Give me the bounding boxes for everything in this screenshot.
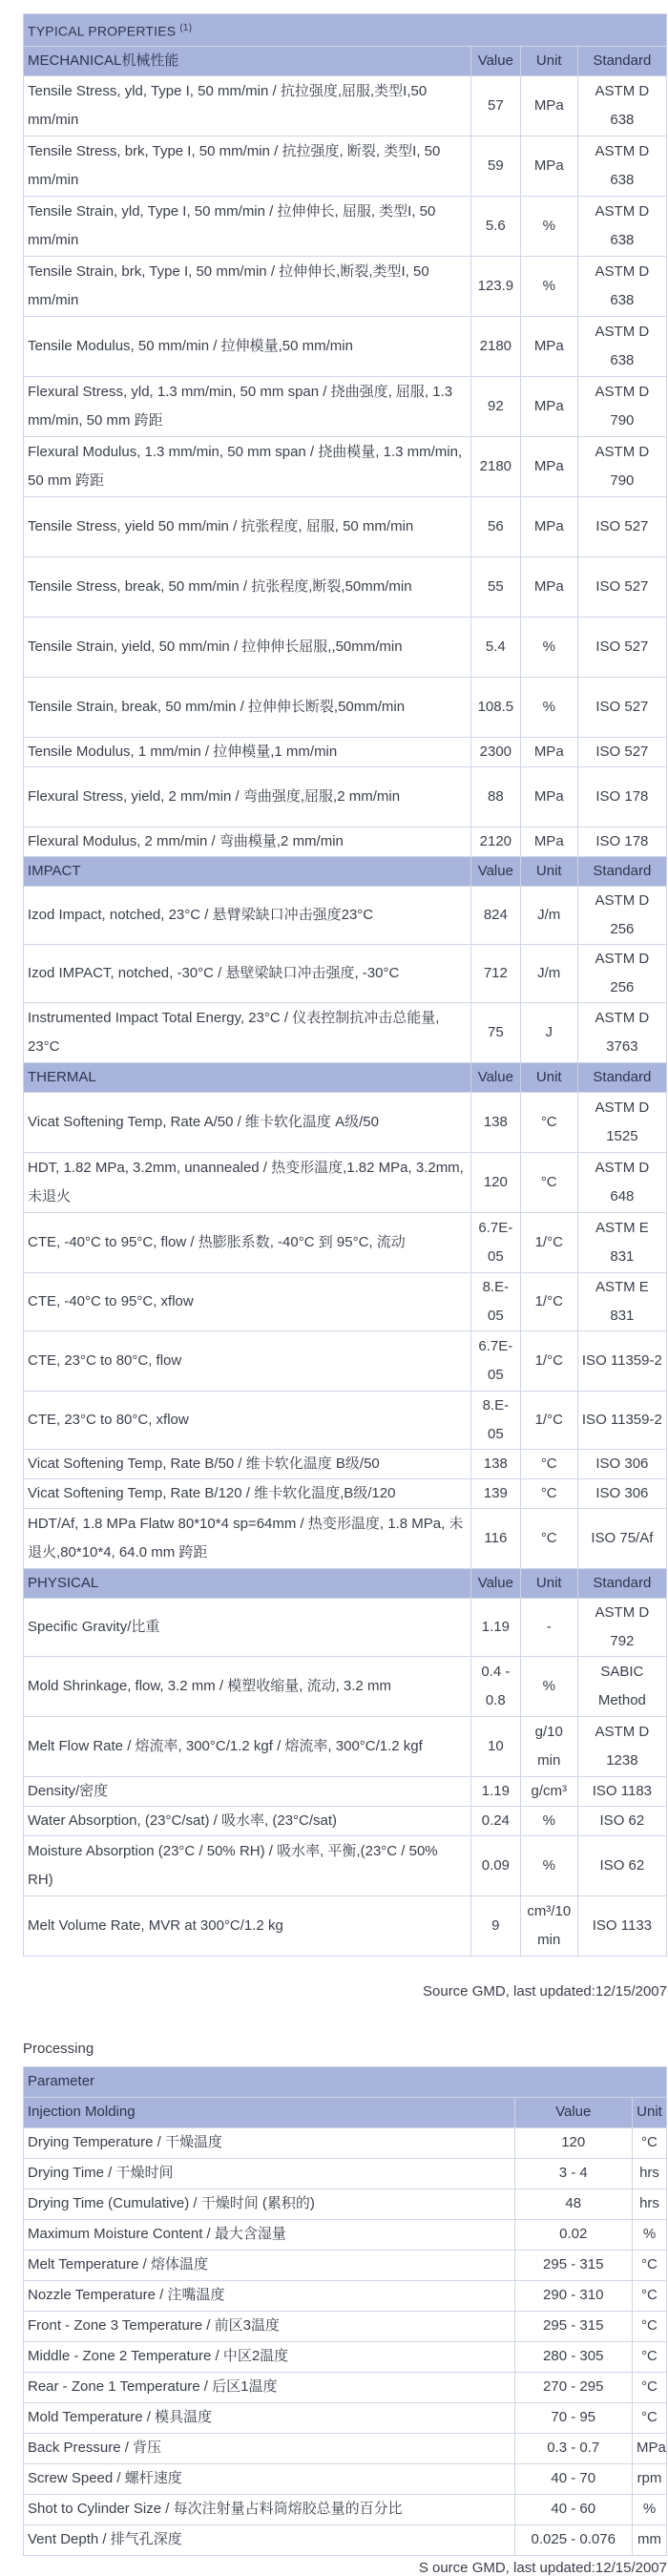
property-standard: ISO 527	[577, 737, 666, 766]
table-row	[24, 1330, 667, 1391]
table-row	[24, 2372, 667, 2402]
property-name: Melt Flow Rate / 熔流率, 300°C/1.2 kgf / 熔流率, 300°C/1.2 kgf	[24, 1716, 471, 1776]
property-unit: °C	[520, 1508, 577, 1568]
standard-header: Standard	[577, 1568, 666, 1598]
property-standard: ISO 1133	[577, 1895, 666, 1956]
property-value: 2300	[470, 737, 520, 766]
parameter-unit: MPa	[632, 2433, 666, 2463]
table-row	[24, 2189, 667, 2219]
table-row	[24, 766, 667, 827]
parameter-name: Screw Speed / 螺杆速度	[24, 2463, 515, 2494]
standard-header: Standard	[577, 1062, 666, 1092]
unit-header: Unit	[520, 46, 577, 75]
table-row	[24, 2127, 667, 2158]
property-value: 8.E-05	[470, 1272, 520, 1330]
property-unit: cm³/10 min	[520, 1895, 577, 1956]
table-row	[24, 136, 667, 196]
unit-header: Unit	[520, 856, 577, 886]
property-standard: ISO 62	[577, 1835, 666, 1895]
property-standard: ASTM E 831	[577, 1212, 666, 1272]
property-name: Vicat Softening Temp, Rate B/120 / 维卡软化温度,B级/120	[24, 1478, 471, 1508]
property-unit: MPa	[520, 75, 577, 136]
parameter-unit: °C	[632, 2372, 666, 2402]
section-header-row	[24, 46, 667, 75]
property-name: Tensile Stress, brk, Type I, 50 mm/min / 抗拉强度, 断裂, 类型I, 50 mm/min	[24, 136, 471, 196]
section-name: THERMAL	[24, 1062, 471, 1092]
table-row	[24, 556, 667, 617]
parameter-name: Rear - Zone 1 Temperature / 后区1温度	[24, 2372, 515, 2402]
parameter-unit: hrs	[632, 2158, 666, 2189]
property-unit: MPa	[520, 436, 577, 496]
parameter-header: Parameter	[24, 2066, 667, 2097]
table-row	[24, 1092, 667, 1152]
property-unit: 1/°C	[520, 1272, 577, 1330]
parameter-unit: °C	[632, 2127, 666, 2158]
property-standard: ISO 11359-2	[577, 1330, 666, 1391]
property-value: 57	[470, 75, 520, 136]
property-name: Instrumented Impact Total Energy, 23°C / 仪表控制抗冲击总能量, 23°C	[24, 1002, 471, 1062]
property-value: 0.09	[470, 1835, 520, 1895]
parameter-value: 3 - 4	[514, 2158, 632, 2189]
property-standard: ISO 306	[577, 1478, 666, 1508]
table-row	[24, 2311, 667, 2341]
property-name: Flexural Modulus, 1.3 mm/min, 50 mm span / 挠曲模量, 1.3 mm/min, 50 mm 跨距	[24, 436, 471, 496]
property-standard: ASTM D 3763	[577, 1002, 666, 1062]
property-unit: g/10 min	[520, 1716, 577, 1776]
value-header: Value	[470, 856, 520, 886]
parameter-value: 295 - 315	[514, 2311, 632, 2341]
table-row	[24, 1776, 667, 1806]
property-value: 6.7E-05	[470, 1212, 520, 1272]
table-row	[24, 944, 667, 1002]
property-standard: ASTM D 638	[577, 136, 666, 196]
property-standard: ASTM D 790	[577, 376, 666, 436]
datasheet	[23, 0, 667, 2576]
table-row	[24, 2158, 667, 2189]
parameter-name: Drying Time / 干燥时间	[24, 2158, 515, 2189]
parameter-value: 0.025 - 0.076	[514, 2524, 632, 2555]
property-value: 9	[470, 1895, 520, 1956]
table-row	[24, 1002, 667, 1062]
parameter-value: 295 - 315	[514, 2250, 632, 2280]
property-unit: %	[520, 1835, 577, 1895]
parameter-unit: %	[632, 2494, 666, 2524]
parameter-unit: %	[632, 2219, 666, 2250]
property-name: Density/密度	[24, 1776, 471, 1806]
property-standard: ISO 306	[577, 1449, 666, 1478]
table-row	[24, 617, 667, 677]
property-standard: SABIC Method	[577, 1656, 666, 1716]
processing-source-note: S ource GMD, last updated:12/15/2007	[418, 2559, 667, 2576]
processing-parameter-row	[24, 2066, 667, 2097]
parameter-unit: hrs	[632, 2189, 666, 2219]
property-value: 10	[470, 1716, 520, 1776]
table-row	[24, 2219, 667, 2250]
parameter-value: 290 - 310	[514, 2280, 632, 2311]
property-unit: %	[520, 617, 577, 677]
property-unit: %	[520, 677, 577, 737]
standard-header: Standard	[577, 856, 666, 886]
property-name: Tensile Strain, yld, Type I, 50 mm/min / 拉伸伸长, 屈服, 类型I, 50 mm/min	[24, 196, 471, 256]
property-name: Tensile Strain, brk, Type I, 50 mm/min / 拉伸伸长,断裂,类型I, 50 mm/min	[24, 256, 471, 316]
property-standard: ISO 75/Af	[577, 1508, 666, 1568]
parameter-name: Front - Zone 3 Temperature / 前区3温度	[24, 2311, 515, 2341]
value-header: Value	[470, 1568, 520, 1598]
property-name: Tensile Stress, break, 50 mm/min / 抗张程度,断裂,50mm/min	[24, 556, 471, 617]
section-name: MECHANICAL机械性能	[24, 46, 471, 75]
table-row	[24, 1835, 667, 1895]
property-standard: ASTM D 256	[577, 944, 666, 1002]
parameter-value: 0.3 - 0.7	[514, 2433, 632, 2463]
property-standard: ASTM D 638	[577, 75, 666, 136]
parameter-value: 40 - 60	[514, 2494, 632, 2524]
table-row	[24, 496, 667, 556]
property-standard: ISO 527	[577, 556, 666, 617]
property-name: Flexural Stress, yield, 2 mm/min / 弯曲强度,屈服,2 mm/min	[24, 766, 471, 827]
property-value: 92	[470, 376, 520, 436]
property-unit: g/cm³	[520, 1776, 577, 1806]
property-value: 5.6	[470, 196, 520, 256]
table-row	[24, 1391, 667, 1449]
property-unit: MPa	[520, 556, 577, 617]
table-row	[24, 737, 667, 766]
table-row	[24, 2463, 667, 2494]
property-unit: °C	[520, 1092, 577, 1152]
property-value: 2180	[470, 316, 520, 376]
property-unit: J	[520, 1002, 577, 1062]
property-name: Tensile Strain, break, 50 mm/min / 拉伸伸长断裂,50mm/min	[24, 677, 471, 737]
table-row	[24, 1895, 667, 1956]
property-name: Specific Gravity/比重	[24, 1598, 471, 1656]
section-header-row	[24, 856, 667, 886]
property-unit: %	[520, 1806, 577, 1835]
property-name: Vicat Softening Temp, Rate A/50 / 维卡软化温度 A级/50	[24, 1092, 471, 1152]
property-unit: J/m	[520, 886, 577, 944]
value-header: Value	[470, 1062, 520, 1092]
property-unit: °C	[520, 1478, 577, 1508]
property-standard: ASTM D 638	[577, 256, 666, 316]
table-row	[24, 1806, 667, 1835]
property-value: 55	[470, 556, 520, 617]
parameter-unit: rpm	[632, 2463, 666, 2494]
property-value: 123.9	[470, 256, 520, 316]
parameter-value: 0.02	[514, 2219, 632, 2250]
parameter-unit: °C	[632, 2311, 666, 2341]
property-unit: MPa	[520, 766, 577, 827]
parameter-name: Back Pressure / 背压	[24, 2433, 515, 2463]
property-name: CTE, 23°C to 80°C, xflow	[24, 1391, 471, 1449]
parameter-value: 48	[514, 2189, 632, 2219]
table-title: TYPICAL PROPERTIES $^{(1)}$	[24, 14, 667, 47]
table-row	[24, 376, 667, 436]
property-value: 138	[470, 1449, 520, 1478]
property-unit: MPa	[520, 136, 577, 196]
property-unit: J/m	[520, 944, 577, 1002]
property-standard: ASTM D 256	[577, 886, 666, 944]
parameter-unit: °C	[632, 2250, 666, 2280]
table-row	[24, 1598, 667, 1656]
property-unit: %	[520, 196, 577, 256]
property-standard: ISO 1183	[577, 1776, 666, 1806]
property-standard: ISO 178	[577, 827, 666, 856]
property-name: CTE, 23°C to 80°C, flow	[24, 1330, 471, 1391]
value-header: Value	[514, 2097, 632, 2127]
property-unit: MPa	[520, 376, 577, 436]
property-standard: ASTM D 792	[577, 1598, 666, 1656]
value-header: Value	[470, 46, 520, 75]
property-standard: ISO 527	[577, 617, 666, 677]
property-name: HDT/Af, 1.8 MPa Flatw 80*10*4 sp=64mm / 热变形温度, 1.8 MPa, 未退火,80*10*4, 64.0 mm 跨距	[24, 1508, 471, 1568]
table-row	[24, 2433, 667, 2463]
property-unit: MPa	[520, 496, 577, 556]
property-standard: ASTM D 638	[577, 196, 666, 256]
property-unit: 1/°C	[520, 1212, 577, 1272]
section-name: IMPACT	[24, 856, 471, 886]
table-row	[24, 1212, 667, 1272]
table-row	[24, 436, 667, 496]
property-standard: ISO 527	[577, 677, 666, 737]
property-value: 2120	[470, 827, 520, 856]
parameter-value: 40 - 70	[514, 2463, 632, 2494]
table-row	[24, 75, 667, 136]
property-standard: ISO 527	[577, 496, 666, 556]
table-row	[24, 2250, 667, 2280]
property-standard: ASTM D 1238	[577, 1716, 666, 1776]
property-value: 0.24	[470, 1806, 520, 1835]
parameter-value: 120	[514, 2127, 632, 2158]
table-row	[24, 1272, 667, 1330]
property-unit: %	[520, 256, 577, 316]
table-row	[24, 196, 667, 256]
title-footnote: (1)	[179, 23, 193, 33]
property-value: 824	[470, 886, 520, 944]
property-value: 108.5	[470, 677, 520, 737]
property-name: Flexural Stress, yld, 1.3 mm/min, 50 mm span / 挠曲强度, 屈服, 1.3 mm/min, 50 mm 跨距	[24, 376, 471, 436]
property-unit: MPa	[520, 737, 577, 766]
table-row	[24, 1656, 667, 1716]
group-header: Injection Molding	[24, 2097, 515, 2127]
property-name: Izod Impact, notched, 23°C / 悬臂梁缺口冲击强度23°C	[24, 886, 471, 944]
unit-header: Unit	[520, 1568, 577, 1598]
unit-header: Unit	[632, 2097, 666, 2127]
property-value: 5.4	[470, 617, 520, 677]
parameter-unit: °C	[632, 2341, 666, 2372]
table-row	[24, 2524, 667, 2555]
property-standard: ASTM D 648	[577, 1152, 666, 1212]
property-value: 139	[470, 1478, 520, 1508]
parameter-value: 280 - 305	[514, 2341, 632, 2372]
table-row	[24, 1152, 667, 1212]
property-standard: ASTM E 831	[577, 1272, 666, 1330]
parameter-unit: °C	[632, 2280, 666, 2311]
table-row	[24, 1716, 667, 1776]
property-name: Tensile Stress, yield 50 mm/min / 抗张程度, 屈服, 50 mm/min	[24, 496, 471, 556]
parameter-name: Maximum Moisture Content / 最大含湿量	[24, 2219, 515, 2250]
table-row	[24, 2494, 667, 2524]
property-value: 88	[470, 766, 520, 827]
parameter-unit: °C	[632, 2402, 666, 2433]
property-unit: MPa	[520, 316, 577, 376]
property-standard: ASTM D 790	[577, 436, 666, 496]
table-row	[24, 2280, 667, 2311]
property-name: Izod IMPACT, notched, -30°C / 悬壁梁缺口冲击强度, -30°C	[24, 944, 471, 1002]
property-name: CTE, -40°C to 95°C, xflow	[24, 1272, 471, 1330]
property-name: Vicat Softening Temp, Rate B/50 / 维卡软化温度 B级/50	[24, 1449, 471, 1478]
table-row	[24, 677, 667, 737]
property-name: Mold Shrinkage, flow, 3.2 mm / 模塑收缩量, 流动, 3.2 mm	[24, 1656, 471, 1716]
property-unit: °C	[520, 1152, 577, 1212]
property-value: 56	[470, 496, 520, 556]
table-row	[24, 886, 667, 944]
property-unit: %	[520, 1656, 577, 1716]
property-name: Tensile Stress, yld, Type I, 50 mm/min / 抗拉强度,屈服,类型I,50 mm/min	[24, 75, 471, 136]
property-name: CTE, -40°C to 95°C, flow / 热膨胀系数, -40°C 到 95°C, 流动	[24, 1212, 471, 1272]
property-name: Tensile Modulus, 1 mm/min / 拉伸模量,1 mm/min	[24, 737, 471, 766]
parameter-name: Drying Temperature / 干燥温度	[24, 2127, 515, 2158]
property-value: 1.19	[470, 1598, 520, 1656]
property-unit: 1/°C	[520, 1330, 577, 1391]
property-name: Flexural Modulus, 2 mm/min / 弯曲模量,2 mm/min	[24, 827, 471, 856]
source-note: Source GMD, last updated:12/15/2007	[423, 1982, 667, 2000]
processing-group-row	[24, 2097, 667, 2127]
property-standard: ISO 178	[577, 766, 666, 827]
property-standard: ISO 11359-2	[577, 1391, 666, 1449]
property-unit: 1/°C	[520, 1391, 577, 1449]
parameter-unit: mm	[632, 2524, 666, 2555]
table-row	[24, 827, 667, 856]
property-value: 120	[470, 1152, 520, 1212]
property-standard: ISO 62	[577, 1806, 666, 1835]
section-header-row	[24, 1062, 667, 1092]
property-unit: °C	[520, 1449, 577, 1478]
table-row	[24, 2341, 667, 2372]
table-row	[24, 1478, 667, 1508]
property-standard: ASTM D 1525	[577, 1092, 666, 1152]
parameter-name: Nozzle Temperature / 注嘴温度	[24, 2280, 515, 2311]
property-standard: ASTM D 638	[577, 316, 666, 376]
table-row	[24, 256, 667, 316]
property-value: 116	[470, 1508, 520, 1568]
property-value: 2180	[470, 436, 520, 496]
property-value: 0.4 - 0.8	[470, 1656, 520, 1716]
property-value: 138	[470, 1092, 520, 1152]
parameter-name: Shot to Cylinder Size / 每次注射量占料筒熔胶总量的百分比	[24, 2494, 515, 2524]
property-name: Water Absorption, (23°C/sat) / 吸水率, (23°C/sat)	[24, 1806, 471, 1835]
property-value: 712	[470, 944, 520, 1002]
property-name: Melt Volume Rate, MVR at 300°C/1.2 kg	[24, 1895, 471, 1956]
parameter-name: Melt Temperature / 熔体温度	[24, 2250, 515, 2280]
table-row	[24, 1508, 667, 1568]
parameter-name: Middle - Zone 2 Temperature / 中区2温度	[24, 2341, 515, 2372]
property-value: 6.7E-05	[470, 1330, 520, 1391]
unit-header: Unit	[520, 1062, 577, 1092]
parameter-value: 270 - 295	[514, 2372, 632, 2402]
processing-table	[23, 2066, 667, 2556]
processing-title: Processing	[23, 2040, 94, 2057]
property-name: Moisture Absorption (23°C / 50% RH) / 吸水率, 平衡,(23°C / 50% RH)	[24, 1835, 471, 1895]
table-row	[24, 1449, 667, 1478]
parameter-name: Drying Time (Cumulative) / 干燥时间 (累积的)	[24, 2189, 515, 2219]
property-unit: MPa	[520, 827, 577, 856]
parameter-name: Mold Temperature / 模具温度	[24, 2402, 515, 2433]
property-name: HDT, 1.82 MPa, 3.2mm, unannealed / 热变形温度,1.82 MPa, 3.2mm,未退火	[24, 1152, 471, 1212]
table-row	[24, 316, 667, 376]
property-name: Tensile Strain, yield, 50 mm/min / 拉伸伸长屈服,,50mm/min	[24, 617, 471, 677]
section-name: PHYSICAL	[24, 1568, 471, 1598]
table-row	[24, 2402, 667, 2433]
typical-properties-table	[23, 13, 667, 1957]
property-value: 1.19	[470, 1776, 520, 1806]
property-unit: -	[520, 1598, 577, 1656]
standard-header: Standard	[577, 46, 666, 75]
parameter-name: Vent Depth / 排气孔深度	[24, 2524, 515, 2555]
table-title-row	[24, 14, 667, 47]
property-value: 59	[470, 136, 520, 196]
property-value: 75	[470, 1002, 520, 1062]
section-header-row	[24, 1568, 667, 1598]
property-name: Tensile Modulus, 50 mm/min / 拉伸模量,50 mm/min	[24, 316, 471, 376]
parameter-value: 70 - 95	[514, 2402, 632, 2433]
property-value: 8.E-05	[470, 1391, 520, 1449]
